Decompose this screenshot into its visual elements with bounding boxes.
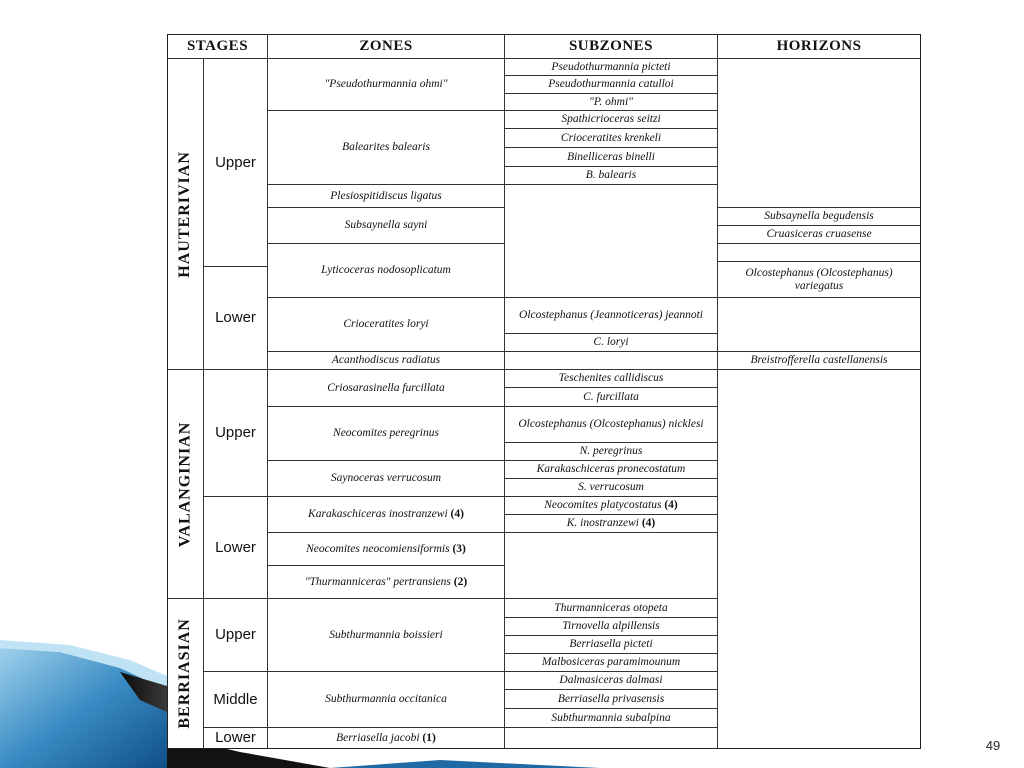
substage-berriasian-upper: Upper (203, 598, 267, 671)
zone-thurmanniceras-pertransiens (267, 565, 504, 598)
substage-hauterivian-upper: Upper (203, 58, 267, 266)
zone-note-3: (3) (452, 542, 466, 555)
substage-berriasian-middle: Middle (203, 671, 267, 727)
subzone-spathicrioceras-seitzi: Spathicrioceras seitzi (504, 110, 717, 128)
horizon-breistrofferella-castellanensis: Breistrofferella castellanensis (717, 351, 920, 369)
horizon-cruasiceras-cruasense: Cruasiceras cruasense (717, 225, 920, 243)
slide-number: 49 (985, 738, 1001, 753)
stage-hauterivian-cell (168, 58, 203, 369)
zone-lyticoceras-nodosoplicatum: Lyticoceras nodosoplicatum (267, 243, 504, 297)
horizon-subsaynella-begudensis: Subsaynella begudensis (717, 207, 920, 225)
zone-subthurmannia-occitanica: Subthurmannia occitanica (267, 671, 504, 727)
subzone-k-inostranzewi-name: K. inostranzewi (566, 517, 639, 530)
zone-balearites-balearis: Balearites balearis (267, 110, 504, 184)
horizon-empty-3 (717, 297, 920, 351)
zone-subsaynella-sayni: Subsaynella sayni (267, 207, 504, 243)
header-zones: ZONES (267, 35, 504, 58)
stage-valanginian: VALANGINIAN (176, 421, 194, 547)
subzone-empty-1 (504, 184, 717, 297)
subzone-subthurmannia-subalpina: Subthurmannia subalpina (504, 708, 717, 727)
header-subzones: SUBZONES (504, 35, 717, 58)
subzone-n-peregrinus: N. peregrinus (504, 442, 717, 460)
subzone-tirnovella-alpillensis: Tirnovella alpillensis (504, 617, 717, 635)
subzone-thurmanniceras-otopeta: Thurmanniceras otopeta (504, 598, 717, 617)
subzone-note-inostranzewi: (4) (641, 517, 656, 530)
subzone-p-ohmi: "P. ohmi" (504, 93, 717, 110)
subzone-berriasella-picteti: Berriasella picteti (504, 635, 717, 653)
subzone-c-furcillata: C. furcillata (504, 387, 717, 406)
zone-note-2: (2) (453, 575, 468, 588)
subzone-malbosiceras-paramimounum: Malbosiceras paramimounum (504, 653, 717, 671)
horizon-empty-2 (717, 243, 920, 261)
zone-subthurmannia-boissieri: Subthurmannia boissieri (267, 598, 504, 671)
stage-hauterivian: HAUTERIVIAN (176, 150, 194, 278)
subzone-karakaschiceras-pronecostatum: Karakaschiceras pronecostatum (504, 460, 717, 478)
zone-neocomites-neocomiensiformis-name: Neocomites neocomiensiformis (306, 542, 450, 555)
zone-berriasella-jacobi (267, 727, 504, 748)
header-stages: STAGES (186, 37, 249, 54)
subzone-empty-4 (504, 727, 717, 748)
subzone-olcostephanus-jeannoti: Olcostephanus (Jeannoticeras) jeannoti (504, 297, 717, 333)
substage-hauterivian-lower: Lower (203, 266, 267, 369)
zone-saynoceras-verrucosum: Saynoceras verrucosum (267, 460, 504, 496)
horizon-empty-1 (717, 58, 920, 207)
zone-neocomites-neocomiensiformis (267, 532, 504, 565)
zone-karakaschiceras-inostranzewi (267, 496, 504, 532)
substage-valanginian-upper: Upper (203, 369, 267, 496)
zone-neocomites-peregrinus: Neocomites peregrinus (267, 406, 504, 460)
stage-valanginian-cell (168, 369, 203, 598)
zone-plesiospitidiscus-ligatus: Plesiospitidiscus ligatus (267, 184, 504, 207)
substage-valanginian-lower: Lower (203, 496, 267, 598)
substage-berriasian-lower: Lower (203, 727, 267, 748)
subzone-neocomites-platycostatus (504, 496, 717, 514)
zone-pseudothurmannia-ohmi: "Pseudothurmannia ohmi" (267, 58, 504, 110)
subzone-note-platycostatus: (4) (664, 499, 678, 512)
horizon-empty-4 (717, 369, 920, 748)
zone-karakaschiceras-inostranzewi-name: Karakaschiceras inostranzewi (308, 508, 448, 521)
blue-swoosh-bottom-shape (330, 760, 600, 768)
subzone-neocomites-platycostatus-name: Neocomites platycostatus (544, 499, 662, 512)
subzone-s-verrucosum: S. verrucosum (504, 478, 717, 496)
subzone-dalmasiceras-dalmasi: Dalmasiceras dalmasi (504, 671, 717, 689)
zone-note-1: (1) (422, 731, 436, 744)
subzone-empty-3 (504, 532, 717, 598)
stage-berriasian-cell (168, 598, 203, 748)
subzone-empty-2 (504, 351, 717, 369)
header-horizons: HORIZONS (717, 35, 920, 58)
subzone-olcostephanus-nicklesi: Olcostephanus (Olcostephanus) nicklesi (504, 406, 717, 442)
subzone-c-loryi: C. loryi (504, 333, 717, 351)
zone-thurmanniceras-pertransiens-name: "Thurmanniceras" pertransiens (304, 575, 451, 588)
subzone-b-balearis: B. balearis (504, 166, 717, 184)
stage-berriasian: BERRIASIAN (176, 618, 194, 729)
subzone-berriasella-privasensis: Berriasella privasensis (504, 689, 717, 708)
zone-berriasella-jacobi-name: Berriasella jacobi (336, 731, 420, 744)
zone-note-4: (4) (450, 508, 464, 521)
zone-acanthodiscus-radiatus: Acanthodiscus radiatus (267, 351, 504, 369)
subzone-pseudothurmannia-picteti: Pseudothurmannia picteti (504, 58, 717, 75)
subzone-crioceratites-krenkeli: Crioceratites krenkeli (504, 128, 717, 147)
subzone-teschenites-callidiscus: Teschenites callidiscus (504, 369, 717, 387)
subzone-pseudothurmannia-catulloi: Pseudothurmannia catulloi (504, 75, 717, 93)
subzone-k-inostranzewi (504, 514, 717, 532)
horizon-olcostephanus-variegatus: Olcostephanus (Olcostephanus) variegatus (717, 261, 920, 297)
zonation-table (167, 34, 921, 749)
zone-crioceratites-loryi: Crioceratites loryi (267, 297, 504, 351)
zone-criosarasinella-furcillata: Criosarasinella furcillata (267, 369, 504, 406)
subzone-binelliceras-binelli: Binelliceras binelli (504, 147, 717, 166)
